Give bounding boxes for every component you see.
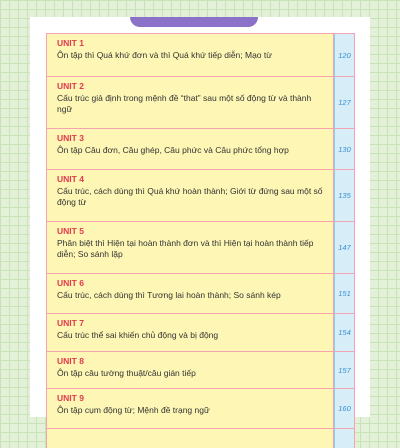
toc-row-unit-4[interactable] [46,169,355,221]
page-number: 147 [334,222,354,273]
row-content [47,222,334,273]
page-number [334,429,354,448]
toc-row-unit-9[interactable] [46,388,355,428]
toc-card [30,17,370,417]
header-banner [130,17,258,27]
page-number: 154 [334,314,354,351]
unit-description: Cấu trúc, cách dùng thì Tương lai hoàn thành; So sánh kép [57,290,281,300]
page-number: 127 [334,77,354,128]
toc-row-unit-5[interactable] [46,221,355,273]
toc-row-unit-2[interactable] [46,76,355,128]
page-number: 160 [334,389,354,428]
unit-description: Cấu trúc, cách dùng thì Quá khứ hoàn thành; Giới từ đứng sau một số động từ [57,186,323,207]
unit-label: UNIT 9 [57,393,84,403]
unit-description: Ôn tập cụm động từ; Mệnh đề trạng ngữ [57,405,210,415]
row-content [47,170,334,221]
row-content [47,34,334,76]
toc-row-unit-6[interactable] [46,273,355,313]
unit-description: Phân biệt thì Hiện tại hoàn thành đơn và thì Hiện tại hoàn thành tiếp diễn; So sánh lặp [57,238,314,259]
page-number: 151 [334,274,354,313]
unit-description: Ôn tập câu tường thuật/câu gián tiếp [57,368,196,378]
unit-label: UNIT 3 [57,133,84,143]
toc-row-unit-7[interactable] [46,313,355,351]
row-content [47,129,334,169]
unit-description: Cấu trúc giả định trong mệnh đề “that” sau một số động từ và thành ngữ [57,93,312,114]
page-number: 130 [334,129,354,169]
row-content [47,77,334,128]
unit-description: Cấu trúc thể sai khiến chủ động và bị động [57,330,219,340]
unit-label: UNIT 6 [57,278,84,288]
unit-description: Ôn tập Câu đơn, Câu ghép, Câu phức và Câu phức tổng hợp [57,145,289,155]
unit-label: UNIT 1 [57,38,84,48]
unit-label: UNIT 5 [57,226,84,236]
unit-label: UNIT 2 [57,81,84,91]
toc-row-next-partial [46,428,355,448]
unit-label: UNIT 4 [57,174,84,184]
row-content [47,274,334,313]
unit-description: Ôn tập thì Quá khứ đơn và thì Quá khứ tiếp diễn; Mạo từ [57,50,272,60]
page-number: 157 [334,352,354,388]
toc-row-unit-1[interactable] [46,33,355,76]
page-number: 120 [334,34,354,76]
row-content [47,314,334,351]
row-content [47,352,334,388]
unit-label: UNIT 8 [57,356,84,366]
toc-row-unit-3[interactable] [46,128,355,169]
page-number: 135 [334,170,354,221]
toc-row-unit-8[interactable] [46,351,355,388]
row-content [47,389,334,428]
unit-label: UNIT 7 [57,318,84,328]
row-content [47,429,334,448]
table-of-contents [46,33,355,448]
